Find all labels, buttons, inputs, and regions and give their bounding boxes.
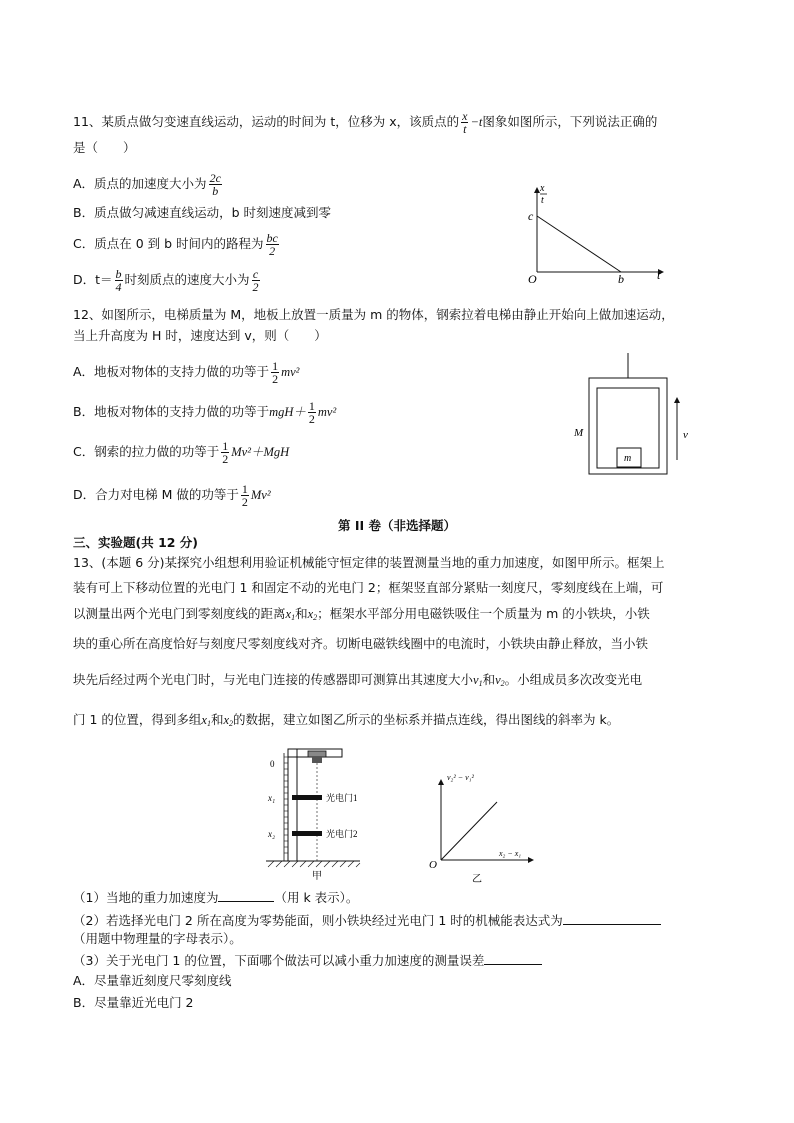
gate-2 [292, 831, 322, 836]
gate2-label: 光电门2 [326, 829, 358, 839]
label-v: v [683, 429, 688, 441]
q13-sub2-tail: （用题中物理量的字母表示）。 [73, 931, 242, 946]
q13-line3: 以测量出两个光电门到零刻度线的距离$x_1$和$x_2$；框架水平部分用电磁铁吸住一个质量为 m 的小铁块，小铁 [73, 606, 650, 622]
x-axis-label: x₂ − x₁ [499, 849, 522, 858]
q13-apparatus-figure-jia [262, 743, 372, 883]
q13-line5: 块先后经过两个光电门时，与光电门连接的传感器即可测算出其速度大小$v_1$和$v_2$。小组成员多次改变光电 [73, 672, 643, 688]
q13-line6: 门 1 的位置，得到多组$x_1$和$x_2$的数据，建立如图乙所示的坐标系并描点连线，得出图线的斜率为 k。 [73, 712, 620, 728]
x1-label: x₁ [268, 793, 276, 803]
origin-label: O [528, 272, 537, 286]
gate1-label: 光电门1 [326, 793, 358, 803]
q11-option-b: B．质点做匀减速直线运动，b 时刻速度减到零 [73, 205, 331, 220]
q13-sub1: （1）当地的重力加速度为 （用 k 表示）。 [73, 890, 359, 905]
b-label: b [618, 272, 624, 286]
q12-option-c: C．钢索的拉力做的功等于 $\frac{1}{2}$ Mv²＋MgH [73, 439, 290, 466]
ruler-ticks [284, 757, 288, 853]
q12-option-b: B．地板对物体的支持力做的功等于mgH＋ $\frac{1}{2}$ mv² [73, 399, 337, 426]
zero-label: 0 [270, 759, 275, 769]
electromagnet [308, 751, 326, 757]
q13-graph-figure-yi [425, 770, 535, 885]
q13-line2: 装有可上下移动位置的光电门 1 和固定不动的光电门 2；框架竖直部分紧贴一刻度尺，零刻度线在上端，可 [73, 580, 664, 595]
iron-block [312, 757, 322, 763]
graph-line [441, 802, 497, 860]
t-label: t [657, 268, 661, 282]
q12-stem-line1: 12、如图所示，电梯质量为 M，地板上放置一质量为 m 的物体，钢索拉着电梯由静止开始向上做加速运动， [73, 307, 674, 322]
q11-stem-line2: 是（ ） [73, 140, 136, 155]
q12-elevator-figure [565, 350, 695, 480]
y-label-num: x [540, 183, 545, 194]
gate-1 [292, 795, 322, 800]
origin-label: O [429, 859, 437, 871]
frame-post [288, 749, 297, 861]
q13-option-b: B．尽量靠近光电门 2 [73, 995, 194, 1010]
q13-sub3: （3）关于光电门 1 的位置，下面哪个做法可以减小重力加速度的测量误差 [73, 952, 542, 969]
caption-jia: 甲 [312, 871, 322, 882]
answer-blank-3[interactable] [484, 952, 542, 965]
q11-option-d: D．t＝ $\frac{b}{4}$ 时刻质点的速度大小为 $\frac{c}{2}$ [73, 267, 259, 294]
q11-option-a: A．质点的加速度大小为 $\frac{2c}{b}$ [73, 171, 221, 198]
q13-option-a: A．尽量靠近刻度尺零刻度线 [73, 973, 232, 988]
y-label-den: t [541, 195, 544, 206]
part-title: 三、实验题(共 12 分) [73, 535, 199, 550]
label-m: m [624, 453, 632, 464]
q12-stem-line2: 当上升高度为 H 时，速度达到 v，则（ ） [73, 328, 327, 343]
c-label: c [528, 209, 534, 223]
q12-option-d: D．合力对电梯 M 做的功等于 $\frac{1}{2}$ Mv² [73, 482, 271, 509]
q11-option-c: C．质点在 0 到 b 时间内的路程为 $\frac{bc}{2}$ [73, 231, 278, 258]
q12-option-a: A．地板对物体的支持力做的功等于 $\frac{1}{2}$ mv² [73, 359, 300, 386]
q11-xt-graph [520, 180, 670, 290]
q13-line4: 块的重心所在高度恰好与刻度尺零刻度线对齐。切断电磁铁线圈中的电流时，小铁块由静止释放，当小铁 [73, 636, 649, 651]
q13-sub2: （2）若选择光电门 2 所在高度为零势能面，则小铁块经过光电门 1 时的机械能表达式为 [73, 912, 661, 929]
answer-blank-2[interactable] [563, 912, 661, 925]
answer-blank-1[interactable] [218, 889, 274, 902]
volume-title: 第 II 卷（非选择题） [337, 518, 456, 533]
y-axis-label: v₂² − v₁² [447, 773, 474, 782]
x-over-t-fraction: $\frac{x}{t}$ [462, 109, 468, 136]
label-M: M [574, 427, 584, 439]
q11-stem-line1: 11、某质点做匀变速直线运动，运动的时间为 t，位移为 x，该质点的 $\frac{x}{t}$ −t图象如图所示，下列说法正确的 [73, 109, 658, 136]
x2-label: x₂ [268, 829, 276, 839]
graph-line [537, 216, 621, 272]
caption-yi: 乙 [472, 874, 482, 885]
q13-line1: 13、(本题 6 分)某探究小组想利用验证机械能守恒定律的装置测量当地的重力加速度，如图甲所示。框架上 [73, 555, 665, 570]
